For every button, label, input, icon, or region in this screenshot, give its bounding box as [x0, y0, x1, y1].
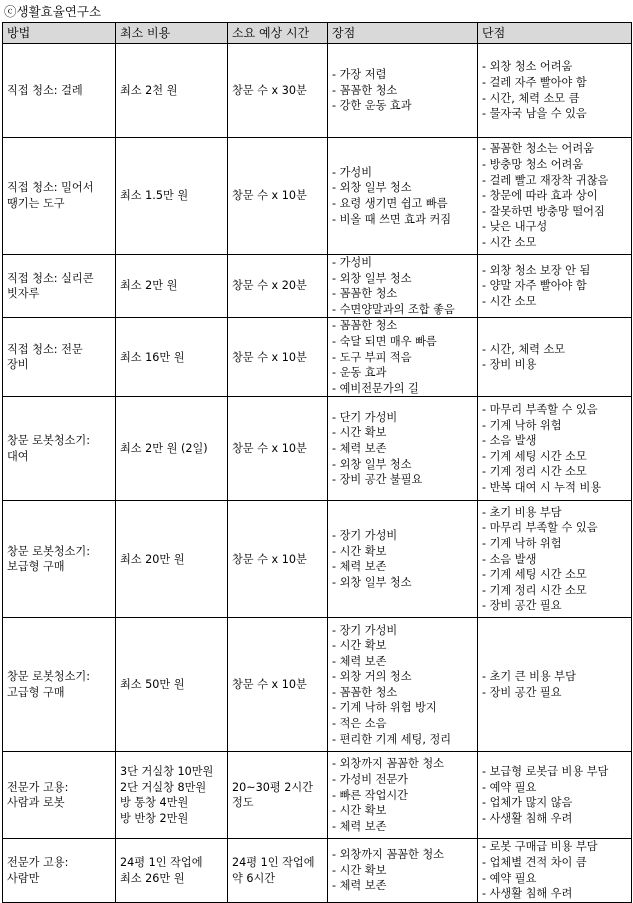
cons-list — [482, 59, 627, 121]
cons-list — [482, 505, 627, 614]
list-item: - 장기 가성비 — [332, 623, 398, 637]
list-item: - 빠른 작업시간 — [332, 788, 408, 802]
list-item: - 수면양말과의 조합 좋음 — [332, 302, 455, 316]
list-item: - 낮은 내구성 — [482, 220, 548, 234]
list-item: - 시간 확보 — [332, 426, 387, 440]
method-cell — [3, 501, 116, 618]
list-item: - 예약 필요 — [482, 780, 537, 794]
pros-cell — [328, 501, 478, 618]
method-text: 직접 청소: 전문 — [7, 342, 83, 356]
list-item: - 장비 비용 — [482, 358, 537, 372]
list-item: - 장비 공간 필요 — [482, 599, 562, 613]
list-item: - 로봇 구매급 비용 부담 — [482, 840, 598, 854]
method-text: 보급형 구매 — [7, 560, 65, 574]
list-item: - 비올 때 쓰면 효과 커짐 — [332, 212, 452, 226]
method-text: 빗자루 — [7, 287, 40, 301]
list-item: - 외창 청소 어려움 — [482, 60, 573, 74]
cost-cell — [116, 318, 228, 397]
list-item: - 예비전문가의 길 — [332, 381, 419, 395]
list-item: - 마무리 부족할 수 있음 — [482, 403, 598, 417]
cons-list — [482, 764, 627, 826]
list-item: - 잘못하면 방충망 떨어짐 — [482, 204, 605, 218]
list-item: - 업체별 견적 차이 큼 — [482, 855, 587, 869]
list-item: - 기계 정리 시간 소모 — [482, 583, 587, 597]
list-item: - 꼼꼼한 청소 — [332, 287, 398, 301]
time-cell — [228, 255, 328, 318]
list-item: - 물자국 남을 수 있음 — [482, 107, 587, 121]
list-item: - 체력 보존 — [332, 879, 387, 893]
pros-list — [332, 528, 473, 590]
list-item: - 시간 확보 — [332, 804, 387, 818]
table-row — [3, 501, 632, 618]
header-cons: 단점 — [478, 23, 632, 44]
list-item: - 반복 대여 시 누적 비용 — [482, 481, 602, 495]
time-text: 창문 수 x 10분 — [232, 189, 307, 203]
header-method: 방법 — [3, 23, 116, 44]
time-cell — [228, 752, 328, 839]
list-item: - 업체가 많지 않음 — [482, 796, 573, 810]
list-item: - 방충망 청소 어려움 — [482, 158, 584, 172]
header-time: 소요 예상 시간 — [228, 23, 328, 44]
method-text: 창문 로봇청소기: — [7, 434, 90, 448]
time-cell — [228, 501, 328, 618]
list-item: - 사생활 침해 우려 — [482, 811, 573, 825]
time-text: 창문 수 x 10분 — [232, 442, 307, 456]
copyright-credit: ⓒ생활효율연구소 — [4, 4, 102, 19]
time-text: 창문 수 x 10분 — [232, 552, 307, 566]
header-row — [3, 23, 632, 44]
list-item: - 체력 보존 — [332, 819, 387, 833]
list-item: - 요령 생기면 쉽고 빠름 — [332, 197, 448, 210]
list-item: - 외창 일부 청소 — [332, 271, 412, 285]
list-item: - 시간 소모 — [482, 235, 537, 249]
list-item: - 장비 공간 불필요 — [332, 473, 423, 487]
list-item: - 걸레 빨고 재장착 귀찮음 — [482, 173, 609, 187]
pros-list — [332, 410, 473, 488]
time-cell — [228, 318, 328, 397]
method-cell — [3, 44, 116, 138]
cost-cell — [116, 501, 228, 618]
time-text: 창문 수 x 10분 — [232, 678, 307, 692]
cons-cell — [478, 752, 632, 839]
cost-text: 최소 2천 원 — [120, 83, 178, 97]
method-text: 창문 로봇청소기: — [7, 544, 90, 558]
list-item: - 걸레 자주 빨아야 함 — [482, 75, 587, 89]
pros-list — [332, 756, 473, 834]
list-item: - 기계 세팅 시간 소모 — [482, 449, 587, 463]
method-text: 직접 청소: 실리콘 — [7, 271, 94, 285]
list-item: - 보급형 로봇급 비용 부담 — [482, 765, 609, 779]
list-item: - 창문에 따라 효과 상이 — [482, 189, 598, 203]
time-text: 창문 수 x 20분 — [232, 279, 307, 293]
cons-cell — [478, 138, 632, 255]
list-item: - 외창 일부 청소 — [332, 575, 412, 589]
list-item: - 시간 확보 — [332, 639, 387, 653]
cost-cell — [116, 138, 228, 255]
list-item: - 기계 낙하 위험 — [482, 418, 562, 432]
list-item: - 시간 소모 — [482, 294, 537, 308]
list-item: - 장비 공간 필요 — [482, 685, 562, 699]
cons-cell — [478, 255, 632, 318]
list-item: - 단기 가성비 — [332, 410, 398, 424]
cons-cell — [478, 397, 632, 501]
pros-cell — [328, 318, 478, 397]
cost-text: 최소 1.5만 원 — [120, 189, 189, 203]
time-cell — [228, 618, 328, 752]
method-text: 땡기는 도구 — [7, 197, 65, 210]
time-text: 24평 1인 작업에 — [232, 855, 315, 869]
time-text: 약 6시간 — [232, 871, 276, 885]
list-item: - 시간, 체력 소모 큼 — [482, 91, 580, 105]
method-text: 전문가 고용: — [7, 780, 69, 794]
list-item: - 기계 낙하 위험 — [482, 536, 562, 550]
method-text: 고급형 구매 — [7, 685, 65, 699]
list-item: - 기계 낙하 위험 방지 — [332, 701, 437, 715]
cons-list — [482, 342, 627, 373]
cost-cell — [116, 839, 228, 902]
list-item: - 외창 청소 보장 안 됨 — [482, 263, 591, 277]
header-cost: 최소 비용 — [116, 23, 228, 44]
list-item: - 양말 자주 빨아야 함 — [482, 279, 587, 293]
cons-cell — [478, 839, 632, 902]
list-item: - 꼼꼼한 청소 — [332, 83, 398, 97]
list-item: - 꼼꼼한 청소 — [332, 685, 398, 699]
list-item: - 운동 효과 — [332, 366, 387, 380]
time-cell — [228, 138, 328, 255]
cost-text: 최소 50만 원 — [120, 678, 185, 692]
table-row — [3, 618, 632, 752]
pros-list — [332, 67, 473, 114]
method-text: 창문 로봇청소기: — [7, 670, 90, 684]
list-item: - 체력 보존 — [332, 560, 387, 574]
method-cell — [3, 255, 116, 318]
list-item: - 외창 거의 청소 — [332, 670, 412, 684]
method-text: 직접 청소: 걸레 — [7, 83, 83, 97]
list-item: - 도구 부피 적음 — [332, 350, 412, 364]
method-text: 대여 — [7, 449, 29, 463]
list-item: - 시간 확보 — [332, 544, 387, 558]
list-item: - 외창 일부 청소 — [332, 181, 412, 195]
pros-list — [332, 623, 473, 748]
time-cell — [228, 44, 328, 138]
list-item: - 외창까지 꼼꼼한 청소 — [332, 848, 444, 862]
table-row — [3, 318, 632, 397]
cons-list — [482, 839, 627, 901]
list-item: - 소음 발생 — [482, 434, 537, 448]
pros-cell — [328, 44, 478, 138]
table-row — [3, 752, 632, 839]
cons-cell — [478, 501, 632, 618]
method-text: 사람과 로봇 — [7, 796, 65, 810]
pros-list — [332, 165, 473, 227]
list-item: - 시간, 체력 소모 — [482, 342, 566, 356]
time-cell — [228, 839, 328, 902]
list-item: - 예약 필요 — [482, 871, 537, 885]
list-item: - 적은 소음 — [332, 717, 387, 731]
cons-list — [482, 263, 627, 310]
method-text: 전문가 고용: — [7, 855, 69, 869]
time-text: 창문 수 x 30분 — [232, 83, 307, 97]
cost-text: 최소 16만 원 — [120, 350, 185, 364]
method-cell — [3, 839, 116, 902]
time-text: 20~30평 2시간 — [232, 780, 313, 794]
cost-text: 2단 거실창 8만원 — [120, 780, 207, 794]
cost-text: 방 반창 2만원 — [120, 811, 189, 825]
cost-text: 최소 20만 원 — [120, 552, 185, 566]
cons-cell — [478, 618, 632, 752]
table-row — [3, 839, 632, 902]
cost-text: 3단 거실창 10만원 — [120, 765, 214, 779]
list-item: - 초기 큰 비용 부담 — [482, 670, 576, 684]
table-row — [3, 138, 632, 255]
list-item: - 편리한 기계 세팅, 정리 — [332, 732, 452, 746]
time-cell — [228, 397, 328, 501]
comparison-table — [2, 22, 632, 903]
cost-cell — [116, 618, 228, 752]
list-item: - 숙달 되면 매우 빠름 — [332, 334, 437, 348]
list-item: - 가성비 전문가 — [332, 772, 408, 786]
method-text: 사람만 — [7, 871, 40, 885]
list-item: - 사생활 침해 우려 — [482, 887, 573, 901]
pros-cell — [328, 255, 478, 318]
list-item: - 마무리 부족할 수 있음 — [482, 521, 598, 535]
list-item: - 체력 보존 — [332, 654, 387, 668]
list-item: - 꼼꼼한 청소 — [332, 319, 398, 333]
cost-text: 최소 2만 원 — [120, 279, 178, 293]
method-cell — [3, 318, 116, 397]
pros-cell — [328, 618, 478, 752]
table-row — [3, 44, 632, 138]
header-pros: 장점 — [328, 23, 478, 44]
list-item: - 외창 일부 청소 — [332, 457, 412, 471]
pros-list — [332, 255, 473, 317]
list-item: - 체력 보존 — [332, 442, 387, 456]
method-cell — [3, 397, 116, 501]
cost-text: 최소 2만 원 (2일) — [120, 442, 208, 456]
cost-cell — [116, 44, 228, 138]
cost-cell — [116, 397, 228, 501]
cost-text: 방 통창 4만원 — [120, 796, 189, 810]
pros-cell — [328, 138, 478, 255]
pros-list — [332, 847, 473, 894]
pros-cell — [328, 839, 478, 902]
list-item: - 소음 발생 — [482, 552, 537, 566]
list-item: - 초기 비용 부담 — [482, 505, 562, 519]
method-text: 직접 청소: 밀어서 — [7, 181, 94, 195]
table-row — [3, 397, 632, 501]
cons-list — [482, 141, 627, 250]
pros-cell — [328, 397, 478, 501]
pros-cell — [328, 752, 478, 839]
list-item: - 외창까지 꼼꼼한 청소 — [332, 757, 444, 771]
cost-cell — [116, 255, 228, 318]
cons-cell — [478, 318, 632, 397]
list-item: - 가성비 — [332, 256, 373, 269]
cost-text: 최소 26만 원 — [120, 871, 185, 885]
cons-list — [482, 402, 627, 496]
cost-cell — [116, 752, 228, 839]
list-item: - 가장 저렴 — [332, 68, 387, 82]
list-item: - 기계 정리 시간 소모 — [482, 465, 587, 479]
cons-list — [482, 669, 627, 700]
time-text: 창문 수 x 10분 — [232, 350, 307, 364]
method-cell — [3, 138, 116, 255]
method-cell — [3, 752, 116, 839]
list-item: - 시간 확보 — [332, 863, 387, 877]
pros-list — [332, 318, 473, 396]
list-item: - 꼼꼼한 청소는 어려움 — [482, 142, 594, 156]
list-item: - 기계 세팅 시간 소모 — [482, 568, 587, 582]
cons-cell — [478, 44, 632, 138]
list-item: - 장기 가성비 — [332, 529, 398, 543]
list-item: - 강한 운동 효과 — [332, 99, 412, 113]
table-row — [3, 255, 632, 318]
method-cell — [3, 618, 116, 752]
method-text: 장비 — [7, 358, 29, 372]
time-text: 정도 — [232, 796, 254, 810]
list-item: - 가성비 — [332, 165, 373, 179]
cost-text: 24평 1인 작업에 — [120, 855, 203, 869]
